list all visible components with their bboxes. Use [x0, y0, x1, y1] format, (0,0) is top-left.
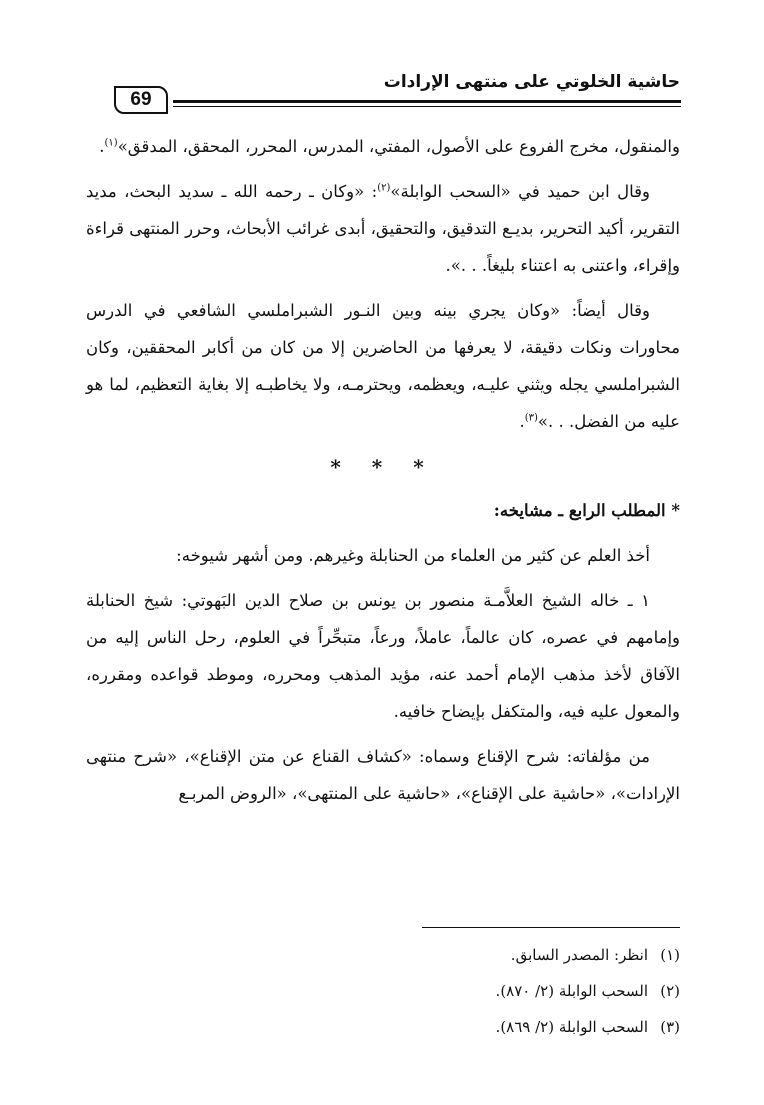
footnote-number: (٣)	[660, 1018, 680, 1036]
running-title: حاشية الخلوتي على منتهى الإرادات	[383, 72, 680, 92]
main-text	[86, 128, 680, 812]
footnote-number: (١)	[660, 946, 680, 964]
footnote-text: السحب الوابلة (٢/ ٨٦٩).	[495, 1018, 648, 1036]
paragraph-5: ١ ـ خاله الشيخ العلاَّمـة منصور بن يونس بن صلاح الدين البَهوتي: شيخ الحنابلة وإمامهم في عصره، كان عالماً، عاملاً، ورعاً، متبحِّراً في العلوم، رحل الناس إليه من الآفاق لأخذ مذهب الإمام أحمد عنه، مؤيد المذهب ومحرره، وموطد قواعده ومقرره، والمعول عليه فيه، والمتكفل بإيضاح خافيه.	[86, 591, 680, 721]
section-separator: * * *	[330, 455, 436, 479]
footnote-text: السحب الوابلة (٢/ ٨٧٠).	[495, 982, 648, 1000]
footnote-ref-2: (٢)	[377, 182, 391, 194]
paragraph-1: والمنقول، مخرج الفروع على الأصول، المفتي، المدرس، المحرر، المحقق، المدقق»$^{(١)}$.	[99, 137, 680, 156]
paragraph-4: أخذ العلم عن كثير من العلماء من الحنابلة وغيرهم. ومن أشهر شيوخه:	[176, 546, 650, 565]
footnote-3	[260, 1009, 680, 1045]
footnote-1	[260, 937, 680, 973]
footnote-rule	[422, 927, 680, 928]
paragraph-2: وقال ابن حميد في «السحب الوابلة»$^{(٢)}$: «وكان ـ رحمه الله ـ سديد البحث، مديد التقرير، أكيد التحرير، بديـع التدقيق، والتحقيق، أبدى غرائب الأبحاث، وحرر المنتهى قراءة وإقراء، واعتنى به اعتناء بليغاً. . .».	[86, 182, 680, 275]
header-rule	[173, 100, 681, 107]
section-heading: * المطلب الرابع ـ مشايخه:	[493, 501, 680, 520]
paragraph-6: من مؤلفاته: شرح الإقناع وسماه: «كشاف القناع عن متن الإقناع»، «شرح منتهى الإرادات»، «حاشية على الإقناع»، «حاشية على المنتهى»، «الروض المربـع	[86, 747, 680, 803]
footnote-text: انظر: المصدر السابق.	[510, 946, 648, 964]
footnote-number: (٢)	[660, 982, 680, 1000]
footnote-2	[260, 973, 680, 1009]
paragraph-3: وقال أيضاً: «وكان يجري بينه وبين النـور الشبراملسي الشافعي في الدرس محاورات ونكات دقيقة، لا يعرفها من الحاضرين إلا من كان من أكابر المحققين، وكان الشبراملسي يجله ويثني عليـه، ويعظمه، ويحترمـه، ولا يخاطبـه إلا بغاية التعظيم، لما هو عليه من الفضل. . .»$^{(٣)}$.	[86, 301, 680, 431]
footnote-ref-1: (١)	[104, 137, 118, 149]
footnotes	[260, 937, 680, 1045]
page-number: 69	[114, 86, 168, 114]
footnote-ref-3: (٣)	[524, 412, 538, 424]
